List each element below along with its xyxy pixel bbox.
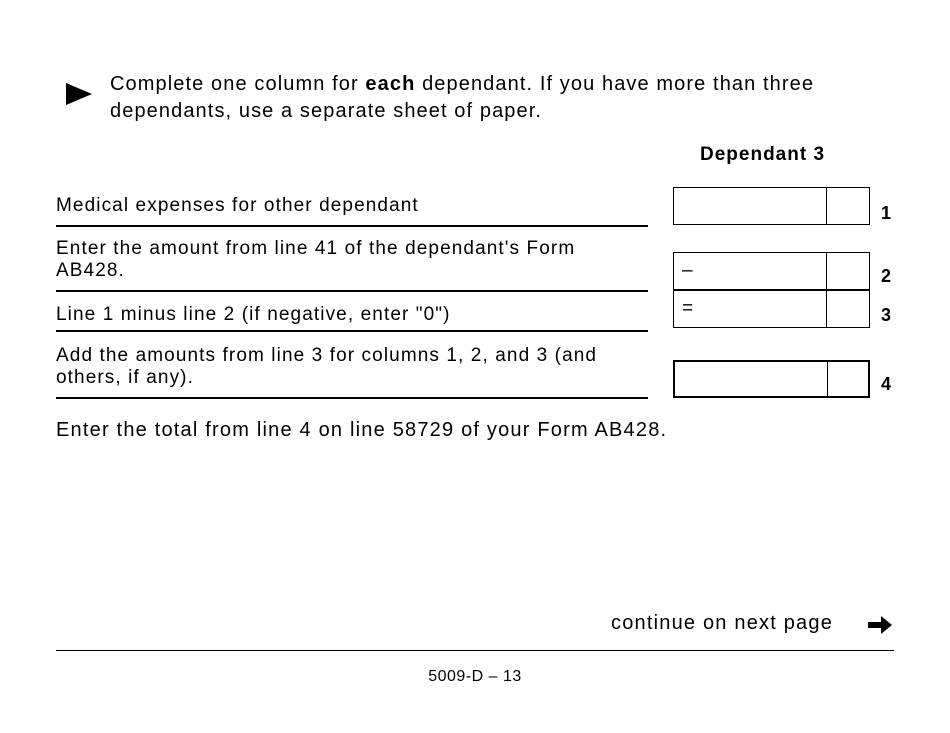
total-instruction: Enter the total from line 4 on line 58729 of your Form AB428. <box>56 419 668 441</box>
equals-sign: = <box>682 298 694 319</box>
row-label-line-4: Add the amounts from line 3 for columns 1, 2, and 3 (and others, if any). <box>56 345 648 399</box>
row-label-line-1: Medical expenses for other dependant <box>56 195 648 227</box>
footer-rule <box>56 650 894 651</box>
right-arrow-icon <box>866 614 894 636</box>
column-header: Dependant 3 <box>700 144 826 165</box>
row-divider <box>56 290 648 292</box>
amount-field-line-4[interactable] <box>673 360 870 398</box>
continue-text: continue on next page <box>611 612 834 634</box>
line-number-3: 3 <box>881 305 892 325</box>
minus-sign: – <box>682 260 693 281</box>
amount-field-line-3[interactable] <box>673 290 870 328</box>
line-number-2: 2 <box>881 266 892 286</box>
instruction-emphasis: each <box>365 73 416 95</box>
line-number-1: 1 <box>881 203 892 223</box>
page-number: 5009-D – 13 <box>428 668 522 685</box>
line-number-4: 4 <box>881 374 892 394</box>
amount-field-line-2[interactable] <box>673 252 870 290</box>
amount-field-line-1[interactable] <box>673 187 870 225</box>
row-label-line-3: Line 1 minus line 2 (if negative, enter "0") <box>56 304 648 332</box>
row-label-line-2: Enter the amount from line 41 of the dependant's Form AB428. <box>56 238 616 292</box>
bullet-arrow-icon <box>66 83 92 105</box>
instruction-text: Complete one column for each dependant. If you have more than three dependants, use a separate sheet of paper. <box>110 73 815 122</box>
